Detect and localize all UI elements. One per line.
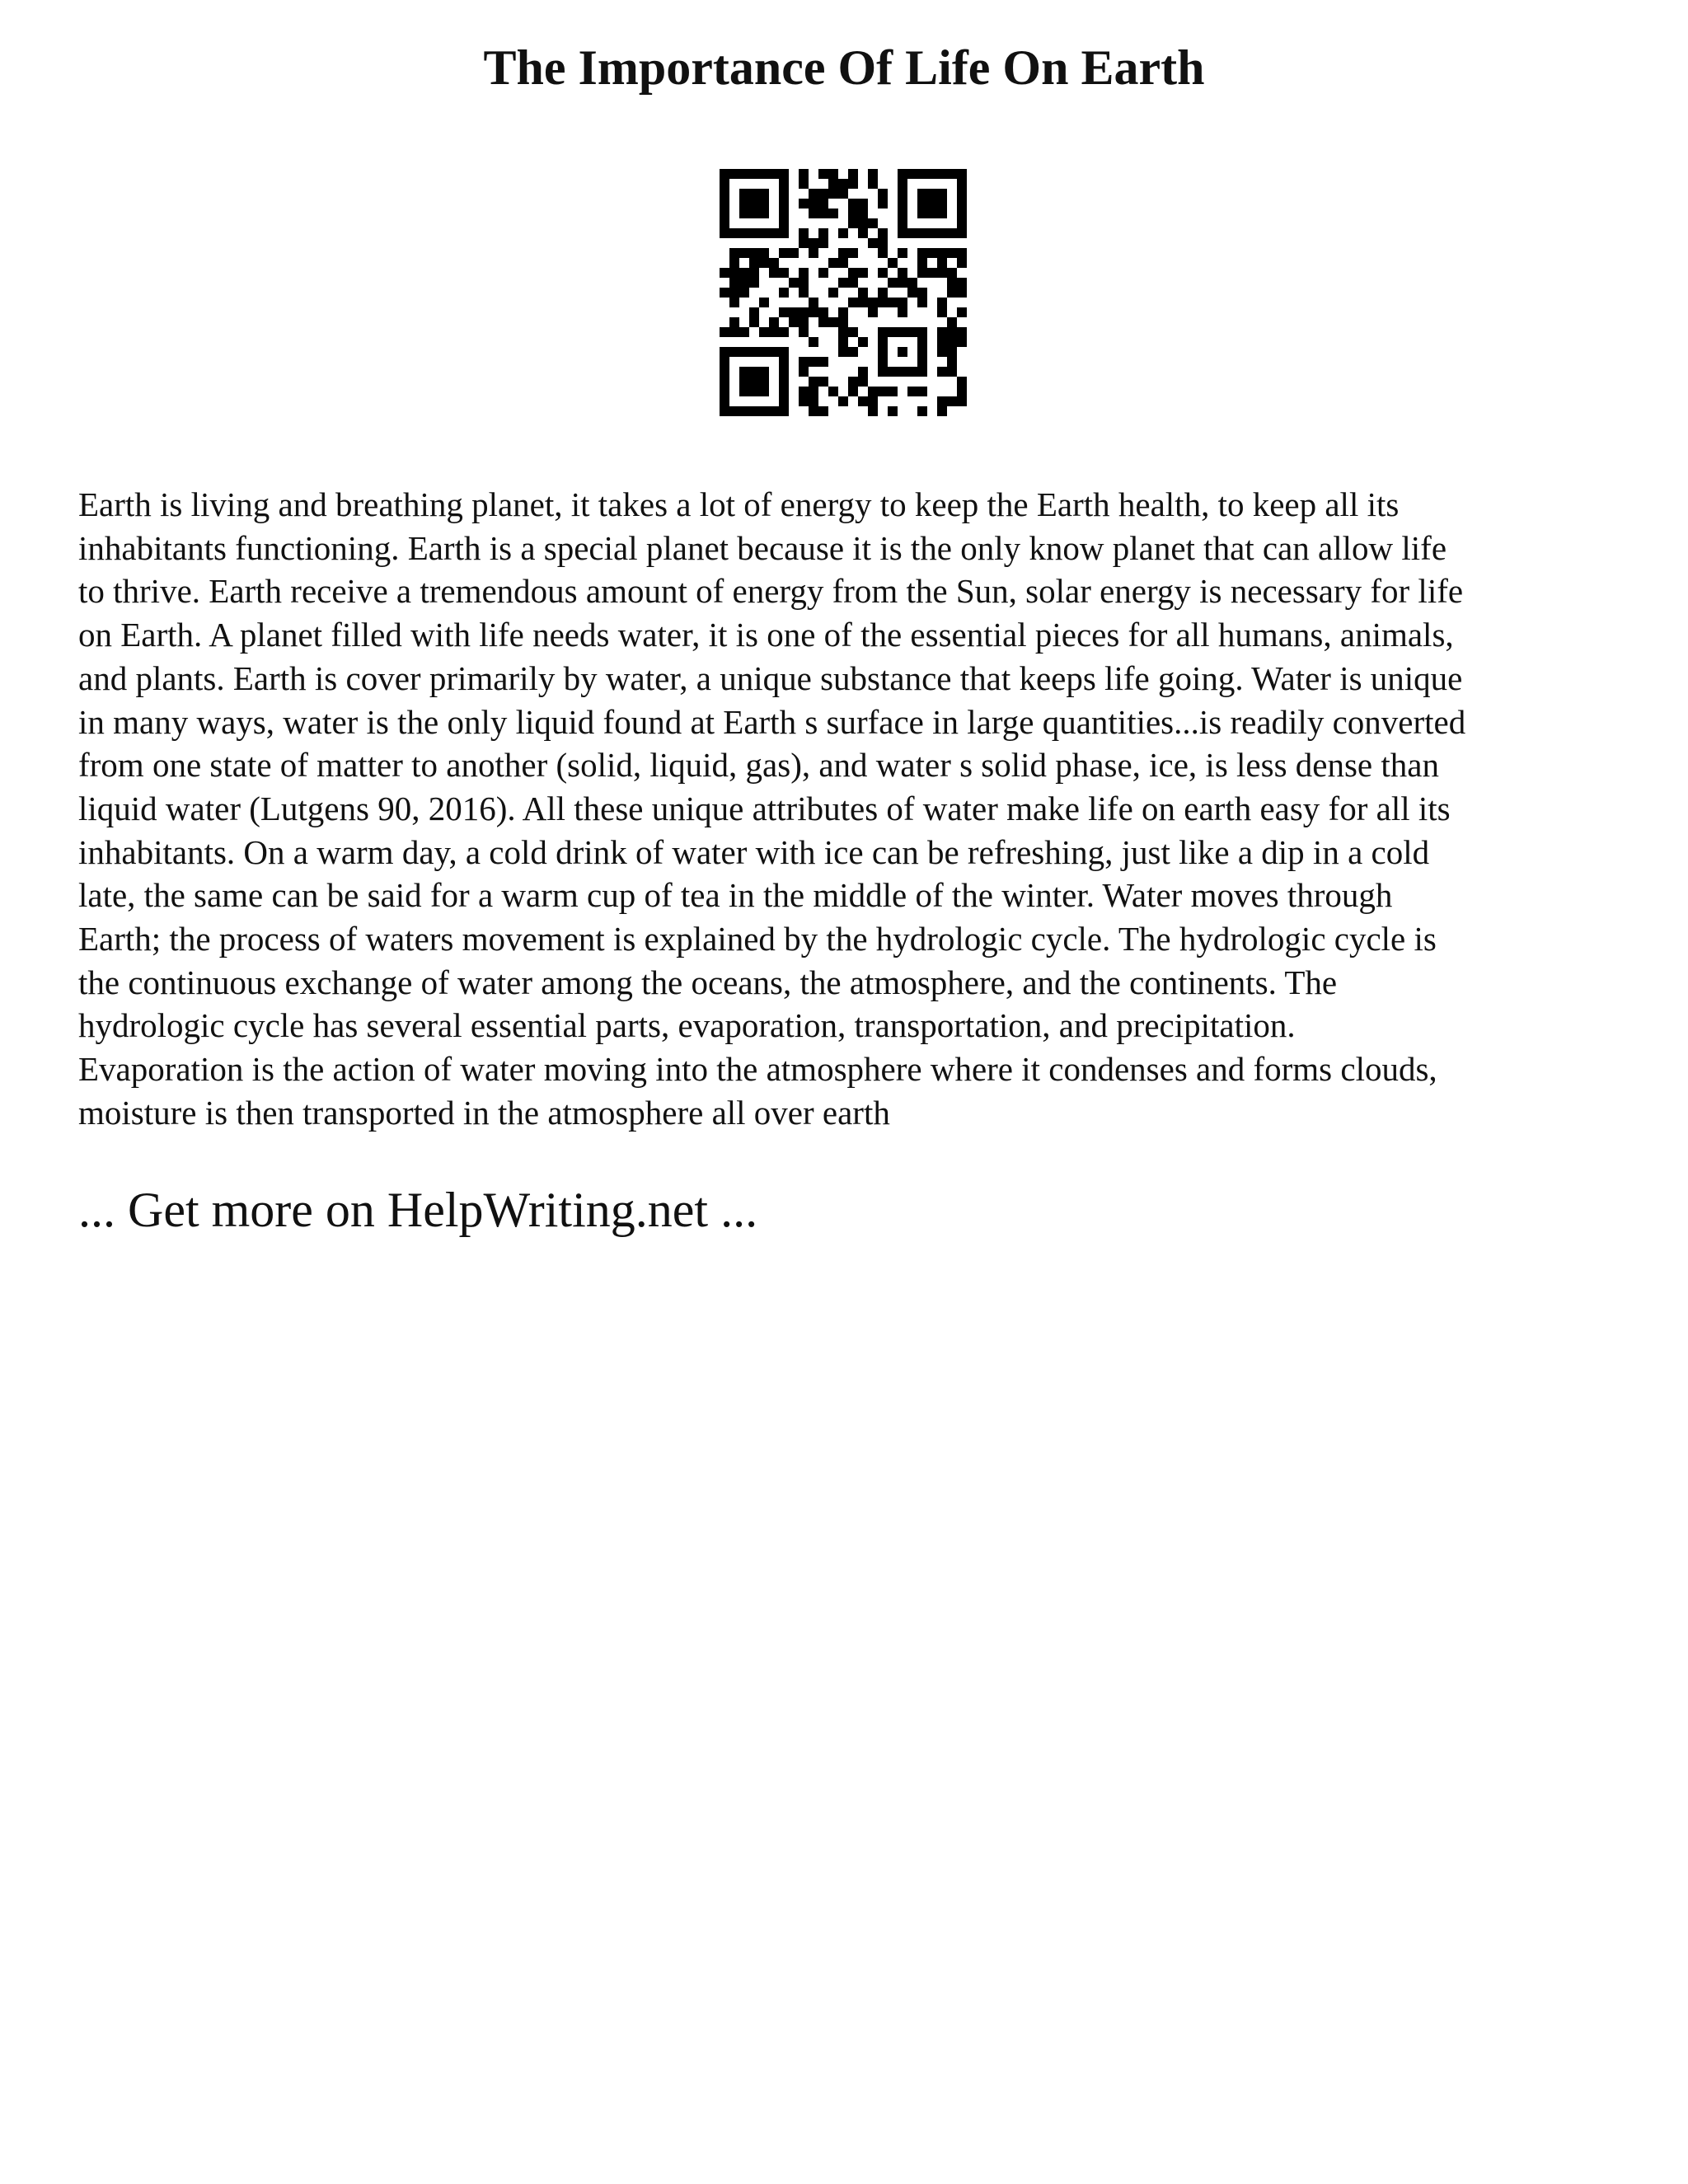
qr-code	[720, 169, 967, 416]
body-text: Earth is living and breathing planet, it takes a lot of energy to keep the Earth health, to keep all its inhabitants functioning. Earth is a special planet because it is the only know planet that can allow life to thrive. Earth receive a tremendous amount of energy from the Sun, solar energy is necessary for life on Earth. A planet filled with life needs water, it is one of the essential pieces for all humans, animals, and plants. Earth is cover primarily by water, a unique substance that keeps life going. Water is unique in many ways, water is the only liquid found at Earth s surface in large quantities...is readily converted from one state of matter to another (solid, liquid, gas), and water s solid phase, ice, is less dense than liquid water (Lutgens 90, 2016). All these unique attributes of water make life on earth easy for all its inhabitants. On a warm day, a cold drink of water with ice can be refreshing, just like a dip in a cold late, the same can be said for a warm cup of tea in the middle of the winter. Water moves through Earth; the process of waters movement is explained by the hydrologic cycle. The hydrologic cycle is the continuous exchange of water among the oceans, the atmosphere, and the continents. The hydrologic cycle has several essential parts, evaporation, transportation, and precipitation. Evaporation is the action of water moving into the atmosphere where it condenses and forms clouds, moisture is then transported in the atmosphere all over earth	[78, 485, 1466, 1132]
page-title: The Importance Of Life On Earth	[483, 40, 1205, 95]
get-more-link[interactable]: ... Get more on HelpWriting.net ...	[78, 1183, 758, 1237]
qr-code-icon	[720, 169, 967, 416]
